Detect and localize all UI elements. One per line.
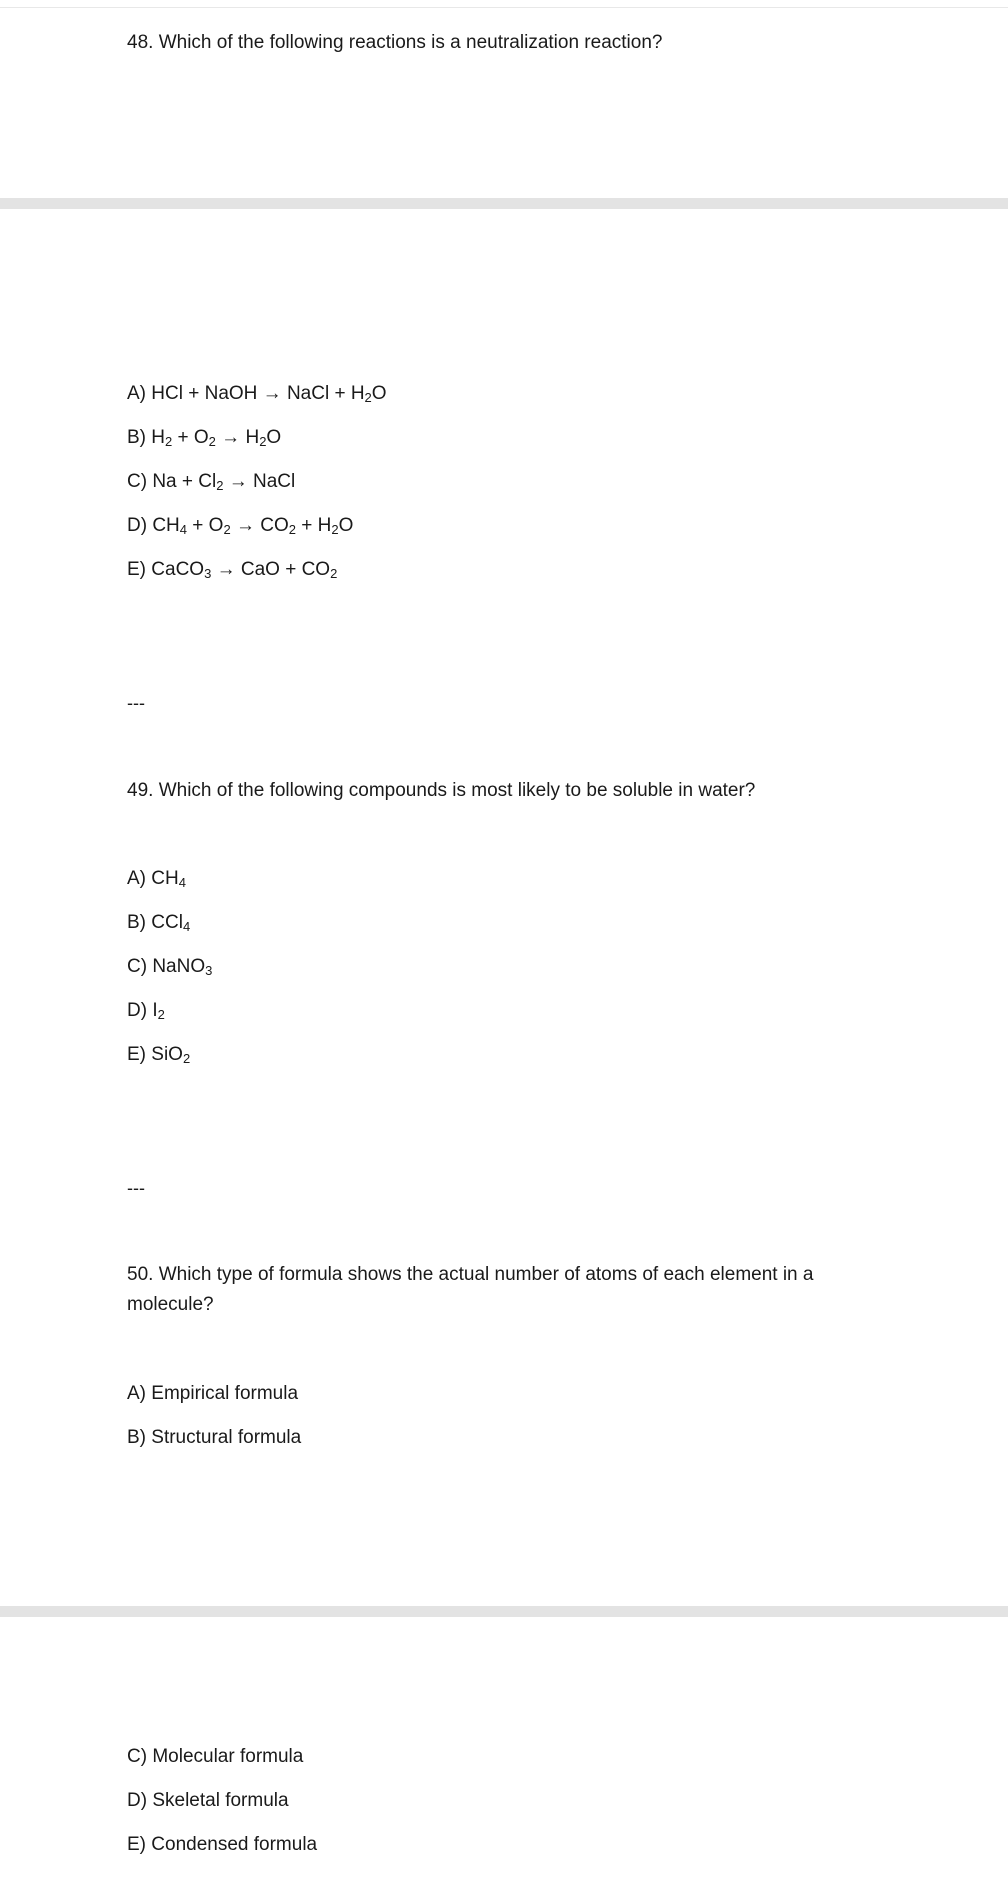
q49-option-b: B) CCl$_4$ — [127, 912, 191, 934]
q50-option-d: D) Skeletal formula — [127, 1790, 289, 1811]
page-break-2 — [0, 1606, 1008, 1617]
separator-1: --- — [127, 693, 145, 713]
q50-option-a: A) Empirical formula — [127, 1383, 299, 1404]
q48-option-e: E) CaCO$_3$ → CaO + $CO_2$ — [127, 559, 338, 581]
separator-2: --- — [127, 1178, 145, 1198]
question-50-text: 50. Which type of formula shows the actual number of atoms of each element in a molecule? — [127, 1264, 814, 1315]
q49-option-d: D) $I_2$ — [127, 1000, 165, 1022]
q50-option-e: E) Condensed formula — [127, 1834, 318, 1855]
q48-option-d: D) $CH_4 + O_2 \to CO_2 + H_2O$ — [127, 515, 354, 537]
q49-option-c: C) NaNO$_3$ — [127, 956, 213, 978]
page-break-1 — [0, 198, 1008, 209]
question-48-text: 48. Which of the following reactions is a neutralization reaction? — [127, 32, 663, 53]
q48-option-c: C) $Na + Cl_2$ → NaCl — [127, 471, 296, 493]
q48-option-a: A) HCl + NaOH → NaCl + $H_2O$ — [127, 383, 387, 405]
q50-option-c: C) Molecular formula — [127, 1746, 304, 1767]
top-border — [0, 7, 1008, 8]
question-48-options — [127, 379, 897, 599]
q50-option-b: B) Structural formula — [127, 1427, 302, 1448]
q49-option-a: A) $CH_4$ — [127, 868, 186, 890]
q49-option-e: E) SiO$_2$ — [127, 1044, 191, 1066]
q48-option-b: B) $H_2 + O_2 \to H_2O$ — [127, 427, 282, 449]
question-50-options-part1 — [127, 1379, 897, 1467]
question-50-options-part2 — [127, 1742, 897, 1874]
question-49-text: 49. Which of the following compounds is most likely to be soluble in water? — [127, 780, 756, 801]
question-49-options — [127, 864, 897, 1084]
